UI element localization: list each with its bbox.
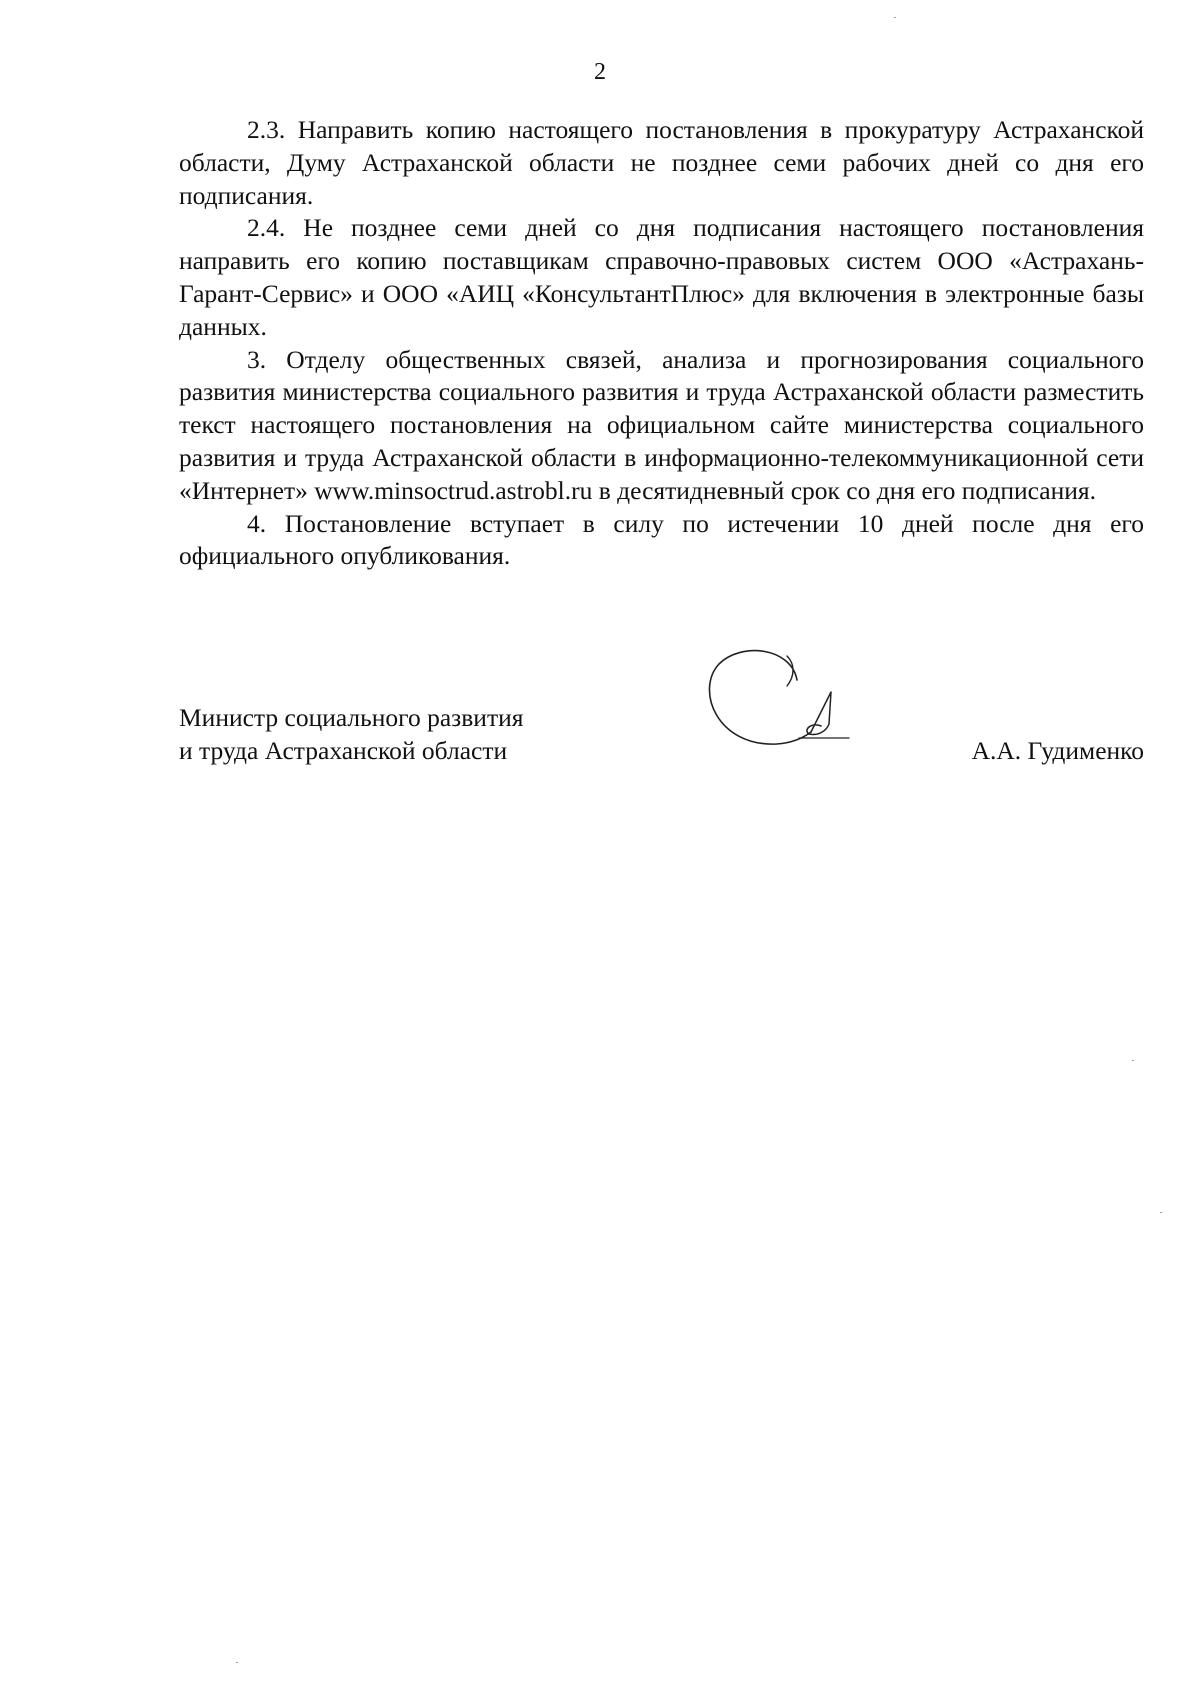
page-number: 2	[594, 59, 606, 85]
handwritten-signature-icon	[699, 642, 869, 772]
scan-speck	[1132, 1060, 1134, 1061]
scan-speck	[894, 17, 896, 18]
scan-speck	[236, 1662, 238, 1663]
signer-position-line-1: Министр социального развития	[179, 703, 524, 732]
paragraph-4: 4. Постановление вступает в силу по истечении 10 дней после дня его официального опубликования.	[179, 508, 1144, 571]
paragraph-3: 3. Отделу общественных связей, анализа и прогнозирования социального развития министерства социального развития и труда Астраханской области разместить текст настоящего постановления на официальном сайте министерства социального развития и труда Астраханской области в информационно-телекоммуникационной сети «Интернет» www.minsoctrud.astrobl.ru в десятидневный срок со дня его подписания.	[179, 344, 1144, 505]
scan-speck	[1160, 1212, 1162, 1213]
signer-name: А.А. Гудименко	[971, 735, 1144, 765]
signature-block	[179, 702, 1144, 792]
signer-position-line-2: и труда Астраханской области	[179, 735, 508, 765]
document-body	[179, 114, 1144, 573]
signer-position	[179, 702, 523, 768]
paragraph-2-3: 2.3. Направить копию настоящего постановления в прокуратуру Астраханской области, Думу Астраханской области не позднее семи рабочих дней со дня его подписания.	[179, 115, 1144, 210]
paragraph-2-4: 2.4. Не позднее семи дней со дня подписания настоящего постановления направить его копию поставщикам справочно-правовых систем ООО «Астрахань-Гарант-Сервис» и ООО «АИЦ «КонсультантПлюс» для включения в электронные базы данных.	[179, 213, 1144, 341]
